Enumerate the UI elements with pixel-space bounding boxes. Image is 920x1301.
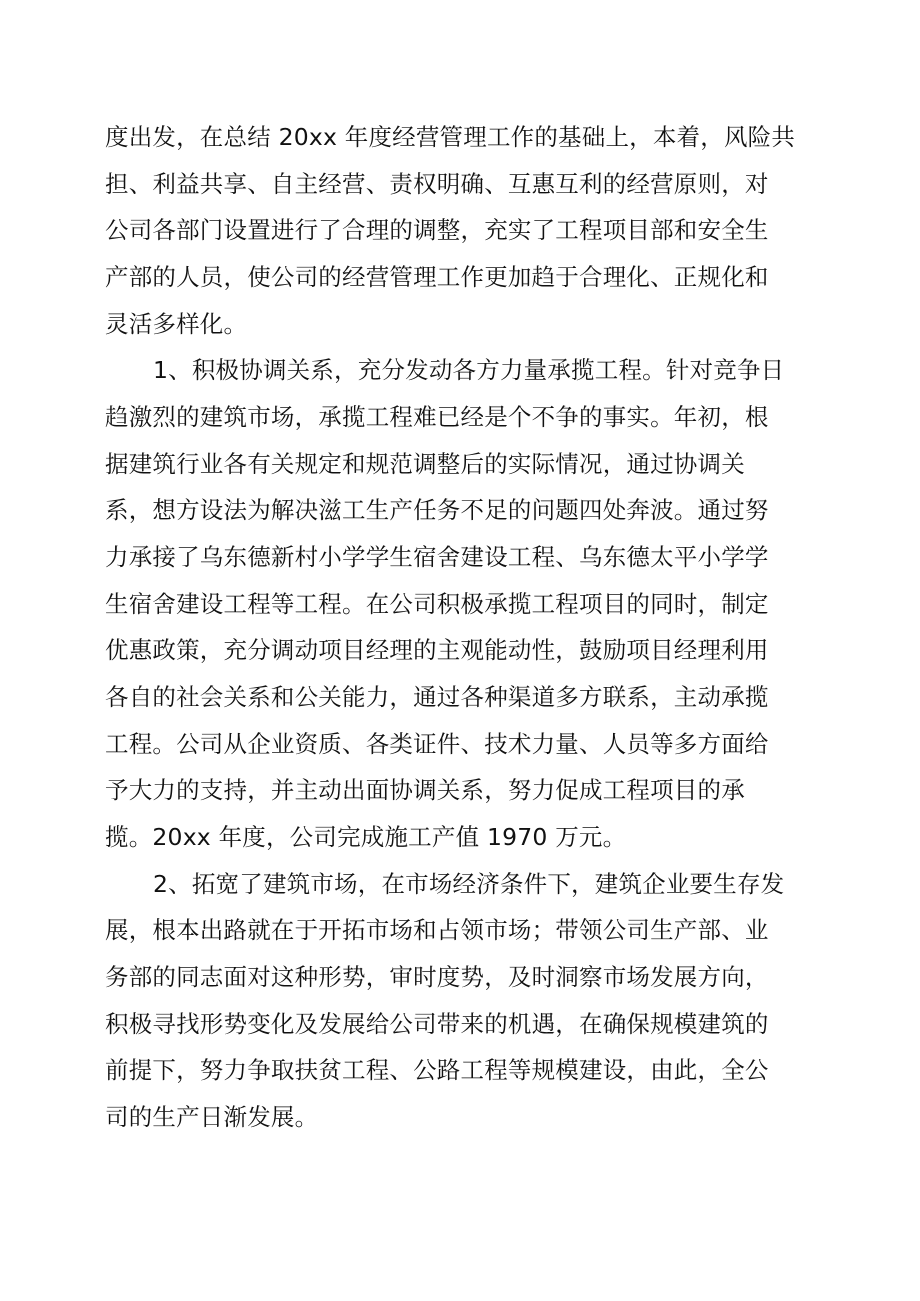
paragraph-start-line: 1、积极协调关系，充分发动各方力量承揽工程。针对竞争日 [153,356,785,384]
paragraph-start-line: 2、拓宽了建筑市场，在市场经济条件下，建筑企业要生存发 [153,870,785,898]
text-line: 各自的社会关系和公关能力，通过各种渠道多方联系，主动承揽 [105,683,769,711]
text-line: 据建筑行业各有关规定和规范调整后的实际情况，通过协调关 [105,450,745,478]
text-line: 揽。20xx 年度，公司完成施工产值 1970 万元。 [105,823,627,851]
text-line: 前提下，努力争取扶贫工程、公路工程等规模建设，由此，全公 [105,1056,769,1084]
text-line: 工程。公司从企业资质、各类证件、技术力量、人员等多方面给 [105,730,769,758]
text-line: 系，想方设法为解决滋工生产任务不足的问题四处奔波。通过努 [105,496,769,524]
text-line: 力承接了乌东德新村小学学生宿舍建设工程、乌东德太平小学学 [105,543,769,571]
text-line: 展，根本出路就在于开拓市场和占领市场；带领公司生产部、业 [105,916,769,944]
text-line: 公司各部门设置进行了合理的调整，充实了工程项目部和安全生 [105,216,769,244]
text-line: 趋激烈的建筑市场，承揽工程难已经是个不争的事实。年初，根 [105,403,769,431]
text-line: 优惠政策，充分调动项目经理的主观能动性，鼓励项目经理利用 [105,636,769,664]
text-line: 产部的人员，使公司的经营管理工作更加趋于合理化、正规化和 [105,263,769,291]
text-line: 担、利益共享、自主经营、责权明确、互惠互利的经营原则，对 [105,170,769,198]
text-line: 灵活多样化。 [105,310,248,338]
text-line: 生宿舍建设工程等工程。在公司积极承揽工程项目的同时，制定 [105,590,769,618]
text-line: 积极寻找形势变化及发展给公司带来的机遇，在确保规模建筑的 [105,1010,769,1038]
text-line: 务部的同志面对这种形势，审时度势，及时洞察市场发展方向， [105,963,769,991]
text-line: 度出发，在总结 20xx 年度经营管理工作的基础上，本着，风险共 [105,123,796,151]
text-line: 予大力的支持，并主动出面协调关系，努力促成工程项目的承 [105,776,745,804]
text-line: 司的生产日渐发展。 [105,1103,319,1131]
